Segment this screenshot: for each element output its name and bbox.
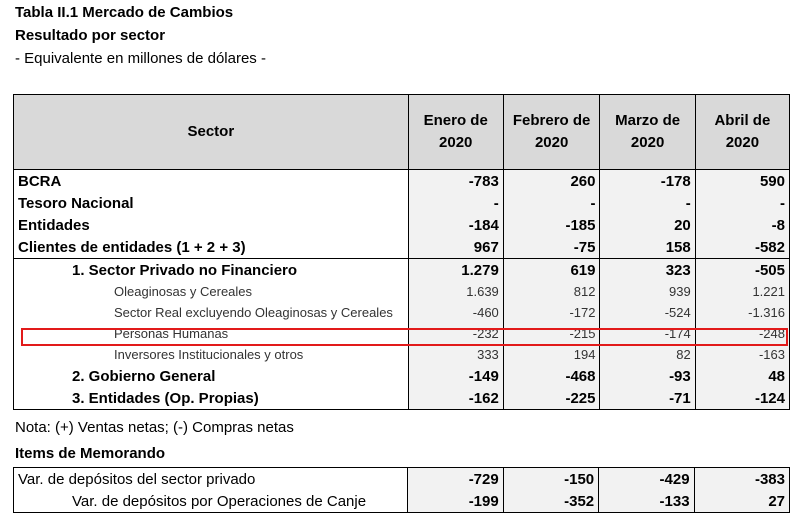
cell-value: -199	[408, 490, 503, 513]
cell-value: -1.316	[695, 302, 789, 323]
row-label: 2. Gobierno General	[14, 365, 409, 387]
cell-value: 1.639	[408, 281, 503, 302]
column-header-sector: Sector	[14, 95, 409, 170]
year-label: 2020	[439, 134, 473, 151]
table-row	[14, 281, 790, 302]
cell-value: -149	[408, 365, 503, 387]
row-label: Inversores Institucionales y otros	[14, 344, 409, 365]
cell-value: -	[600, 192, 695, 214]
table-subtitle: Resultado por sector	[15, 27, 166, 44]
row-label: 1. Sector Privado no Financiero	[14, 259, 409, 282]
table-row	[14, 236, 790, 259]
row-label: Clientes de entidades (1 + 2 + 3)	[14, 236, 409, 259]
column-header-month	[600, 95, 695, 170]
row-label: Var. de depósitos por Operaciones de Canje	[14, 490, 408, 513]
row-label: Oleaginosas y Cereales	[14, 281, 409, 302]
cell-value: -150	[503, 468, 598, 491]
cell-value: 260	[503, 170, 600, 193]
cell-value: -232	[408, 323, 503, 344]
cell-value: 27	[694, 490, 789, 513]
cell-value: -729	[408, 468, 503, 491]
year-label: 2020	[630, 134, 665, 151]
cell-value: -215	[503, 323, 600, 344]
cell-value: -172	[503, 302, 600, 323]
cell-value: 619	[503, 259, 600, 282]
exchange-market-table	[13, 94, 790, 410]
cell-value: -383	[694, 468, 789, 491]
column-header-month	[695, 95, 789, 170]
cell-value: -174	[600, 323, 695, 344]
table-row-highlighted	[14, 323, 790, 344]
cell-value: 333	[408, 344, 503, 365]
table-row	[14, 365, 790, 387]
cell-value: 939	[600, 281, 695, 302]
month-label: Febrero de	[512, 112, 591, 129]
cell-value: -163	[695, 344, 789, 365]
header-row	[14, 95, 790, 170]
cell-value: 323	[600, 259, 695, 282]
cell-value: -524	[600, 302, 695, 323]
cell-value: -8	[695, 214, 789, 236]
cell-value: -468	[503, 365, 600, 387]
cell-value: 82	[600, 344, 695, 365]
month-label: Marzo de	[615, 112, 681, 129]
cell-value: 48	[695, 365, 789, 387]
cell-value: -352	[503, 490, 598, 513]
row-label: Var. de depósitos del sector privado	[14, 468, 408, 491]
cell-value: -71	[600, 387, 695, 410]
row-label: Personas Humanas	[14, 323, 409, 344]
cell-value: -184	[408, 214, 503, 236]
table-row	[14, 344, 790, 365]
cell-value: -225	[503, 387, 600, 410]
cell-value: -783	[408, 170, 503, 193]
row-label: Sector Real excluyendo Oleaginosas y Cereales	[14, 302, 409, 323]
cell-value: -460	[408, 302, 503, 323]
year-label: 2020	[534, 134, 569, 151]
cell-value: 1.221	[695, 281, 789, 302]
units-note: - Equivalente en millones de dólares -	[15, 50, 266, 67]
table-row	[14, 259, 790, 282]
cell-value: -133	[599, 490, 694, 513]
cell-value: 158	[600, 236, 695, 259]
table-row	[14, 192, 790, 214]
cell-value: -178	[600, 170, 695, 193]
cell-value: -	[695, 192, 789, 214]
cell-value: -	[408, 192, 503, 214]
cell-value: -	[503, 192, 600, 214]
memo-title: Items de Memorando	[15, 445, 166, 462]
column-header-month	[408, 95, 503, 170]
year-label: 2020	[725, 134, 760, 151]
table-row	[14, 468, 790, 491]
table-row	[14, 170, 790, 193]
cell-value: 20	[600, 214, 695, 236]
cell-value: -505	[695, 259, 789, 282]
footnote: Nota: (+) Ventas netas; (-) Compras netas	[15, 419, 294, 436]
column-header-month	[503, 95, 600, 170]
cell-value: -75	[503, 236, 600, 259]
cell-value: 812	[503, 281, 600, 302]
cell-value: 967	[408, 236, 503, 259]
cell-value: 194	[503, 344, 600, 365]
table-row	[14, 490, 790, 513]
cell-value: -162	[408, 387, 503, 410]
cell-value: -582	[695, 236, 789, 259]
cell-value: 590	[695, 170, 789, 193]
table-row	[14, 302, 790, 323]
cell-value: -248	[695, 323, 789, 344]
row-label: BCRA	[14, 170, 409, 193]
cell-value: -93	[600, 365, 695, 387]
row-label: Entidades	[14, 214, 409, 236]
memo-table	[13, 467, 790, 513]
cell-value: -185	[503, 214, 600, 236]
month-label: Abril de	[714, 112, 771, 129]
table-row	[14, 387, 790, 410]
table-title: Tabla II.1 Mercado de Cambios	[15, 4, 234, 21]
cell-value: 1.279	[408, 259, 503, 282]
row-label: 3. Entidades (Op. Propias)	[14, 387, 409, 410]
row-label: Tesoro Nacional	[14, 192, 409, 214]
month-label: Enero de	[423, 112, 488, 129]
table-row	[14, 214, 790, 236]
cell-value: -124	[695, 387, 789, 410]
cell-value: -429	[599, 468, 694, 491]
